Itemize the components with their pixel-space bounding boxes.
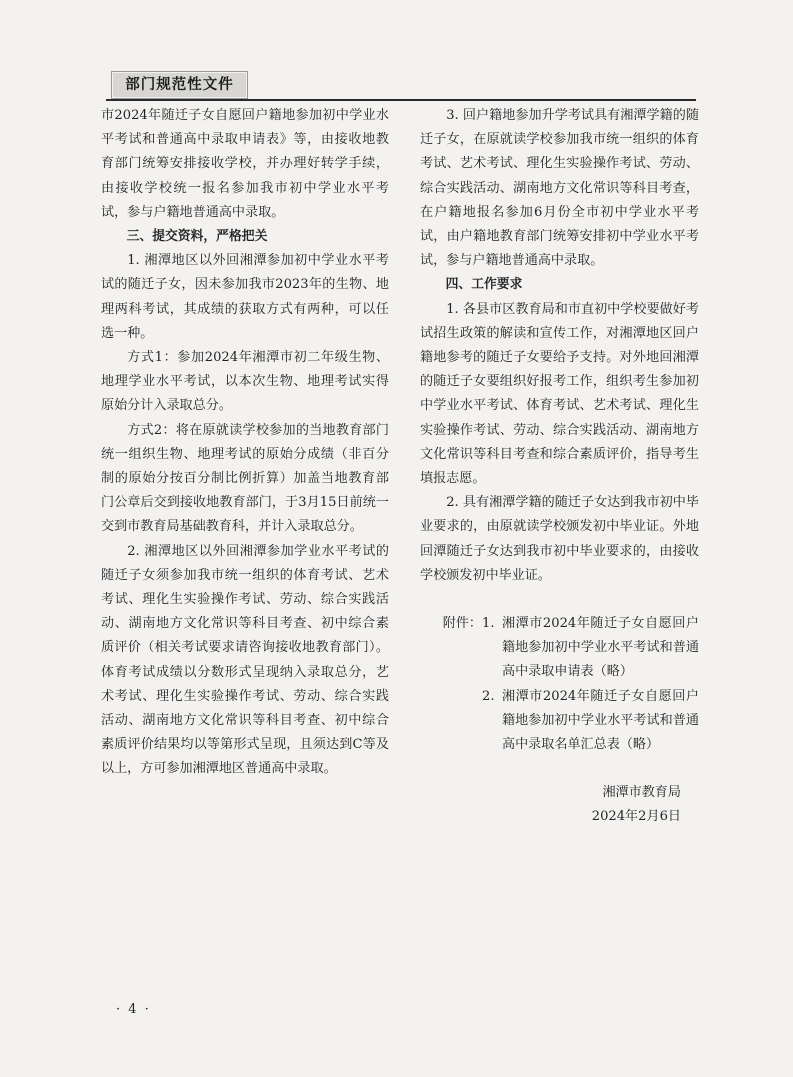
attachment-1 bbox=[420, 612, 699, 685]
paragraph-item-3: 3. 回户籍地参加升学考试具有湘潭学籍的随迁子女，在原就读学校参加我市统一组织的体育考试、艺术考试、理化生实验操作考试、劳动、综合实践活动、湖南地方文化常识等科目考查，在户籍地报名参加6月份全市初中学业水平考试，由户籍地教育部门统筹安排初中学业水平考试，参与户籍地普通高中录取。 bbox=[420, 108, 699, 269]
signature-date: 2024年2月6日 bbox=[591, 809, 681, 825]
section-3-title: 三、提交资料，严格把关 bbox=[126, 229, 268, 245]
section-4-title: 四、工作要求 bbox=[445, 277, 523, 293]
attachment-1-number: 1. bbox=[482, 616, 495, 632]
attachment-1-text: 湘潭市2024年随迁子女自愿回户籍地参加初中学业水平考试和普通高中录取申请表（略） bbox=[502, 616, 699, 680]
left-column bbox=[101, 104, 389, 782]
paragraph-method-1: 方式1：参加2024年湘潭市初二年级生物、地理学业水平考试，以本次生物、地理考试实得原始分计入录取总分。 bbox=[101, 350, 389, 414]
right-column bbox=[420, 104, 699, 830]
paragraph-requirement-2: 2. 具有湘潭学籍的随迁子女达到我市初中毕业要求的，由原就读学校颁发初中毕业证。外地回潭随迁子女达到我市初中毕业要求的，由接收学校颁发初中毕业证。 bbox=[420, 495, 699, 583]
paragraph-requirement-1: 1. 各县市区教育局和市直初中学校要做好考试招生政策的解读和宣传工作，对湘潭地区回户籍地参考的随迁子女要给予支持。对外地回湘潭的随迁子女要组织好报考工作，组织考生参加初中学业水平考试、体育考试、艺术考试、理化生实验操作考试、劳动、综合实践活动、湖南地方文化常识等科目考查和综合素质评价，指导考生填报志愿。 bbox=[420, 301, 699, 487]
attachment-2-text: 湘潭市2024年随迁子女自愿回户籍地参加初中学业水平考试和普通高中录取名单汇总表（略） bbox=[502, 688, 699, 753]
attachment-2-number: 2. bbox=[482, 688, 495, 704]
paragraph-method-2: 方式2：将在原就读学校参加的当地教育部门统一组织生物、地理考试的原始分成绩（非百分制的原始分按百分制比例折算）加盖当地教育部门公章后交到接收地教育部门，于3月15日前统一交到市教育局基础教育科，并计入录取总分。 bbox=[101, 422, 389, 535]
paragraph-item-1: 1. 湘潭地区以外回湘潭参加初中学业水平考试的随迁子女，因未参加我市2023年的生物、地理两科考试，其成绩的获取方式有两种，可以任选一种。 bbox=[101, 253, 389, 341]
attachment-2 bbox=[482, 685, 699, 758]
attachment-label: 附件： bbox=[442, 616, 482, 632]
signature-org: 湘潭市教育局 bbox=[602, 785, 681, 801]
spacer bbox=[420, 588, 699, 612]
spacer bbox=[420, 757, 699, 781]
paragraph-item-2: 2. 湘潭地区以外回湘潭参加学业水平考试的随迁子女须参加我市统一组织的体育考试、艺术考试、理化生实验操作考试、劳动、综合实践活动、湖南地方文化常识等科目考查、初中综合素质评价（相关考试要求请咨询接收地教育部门）。体育考试成绩以分数形式呈现纳入录取总分，艺术考试、理化生实验操作考试、劳动、综合实践活动、湖南地方文化常识等科目考查、初中综合素质评价结果均以等第形式呈现，且须达到C等及以上，方可参加湘潭地区普通高中录取。 bbox=[101, 543, 389, 777]
paragraph-continued: 市2024年随迁子女自愿回户籍地参加初中学业水平考试和普通高中录取申请表》等，由接收地教育部门统筹安排接收学校，并办理好转学手续，由接收学校统一报名参加我市初中学业水平考试，参与户籍地普通高中录取。 bbox=[101, 108, 389, 220]
page-number: · 4 · bbox=[116, 1002, 151, 1017]
header-rule bbox=[106, 99, 696, 101]
section-label: 部门规范性文件 bbox=[113, 73, 246, 97]
